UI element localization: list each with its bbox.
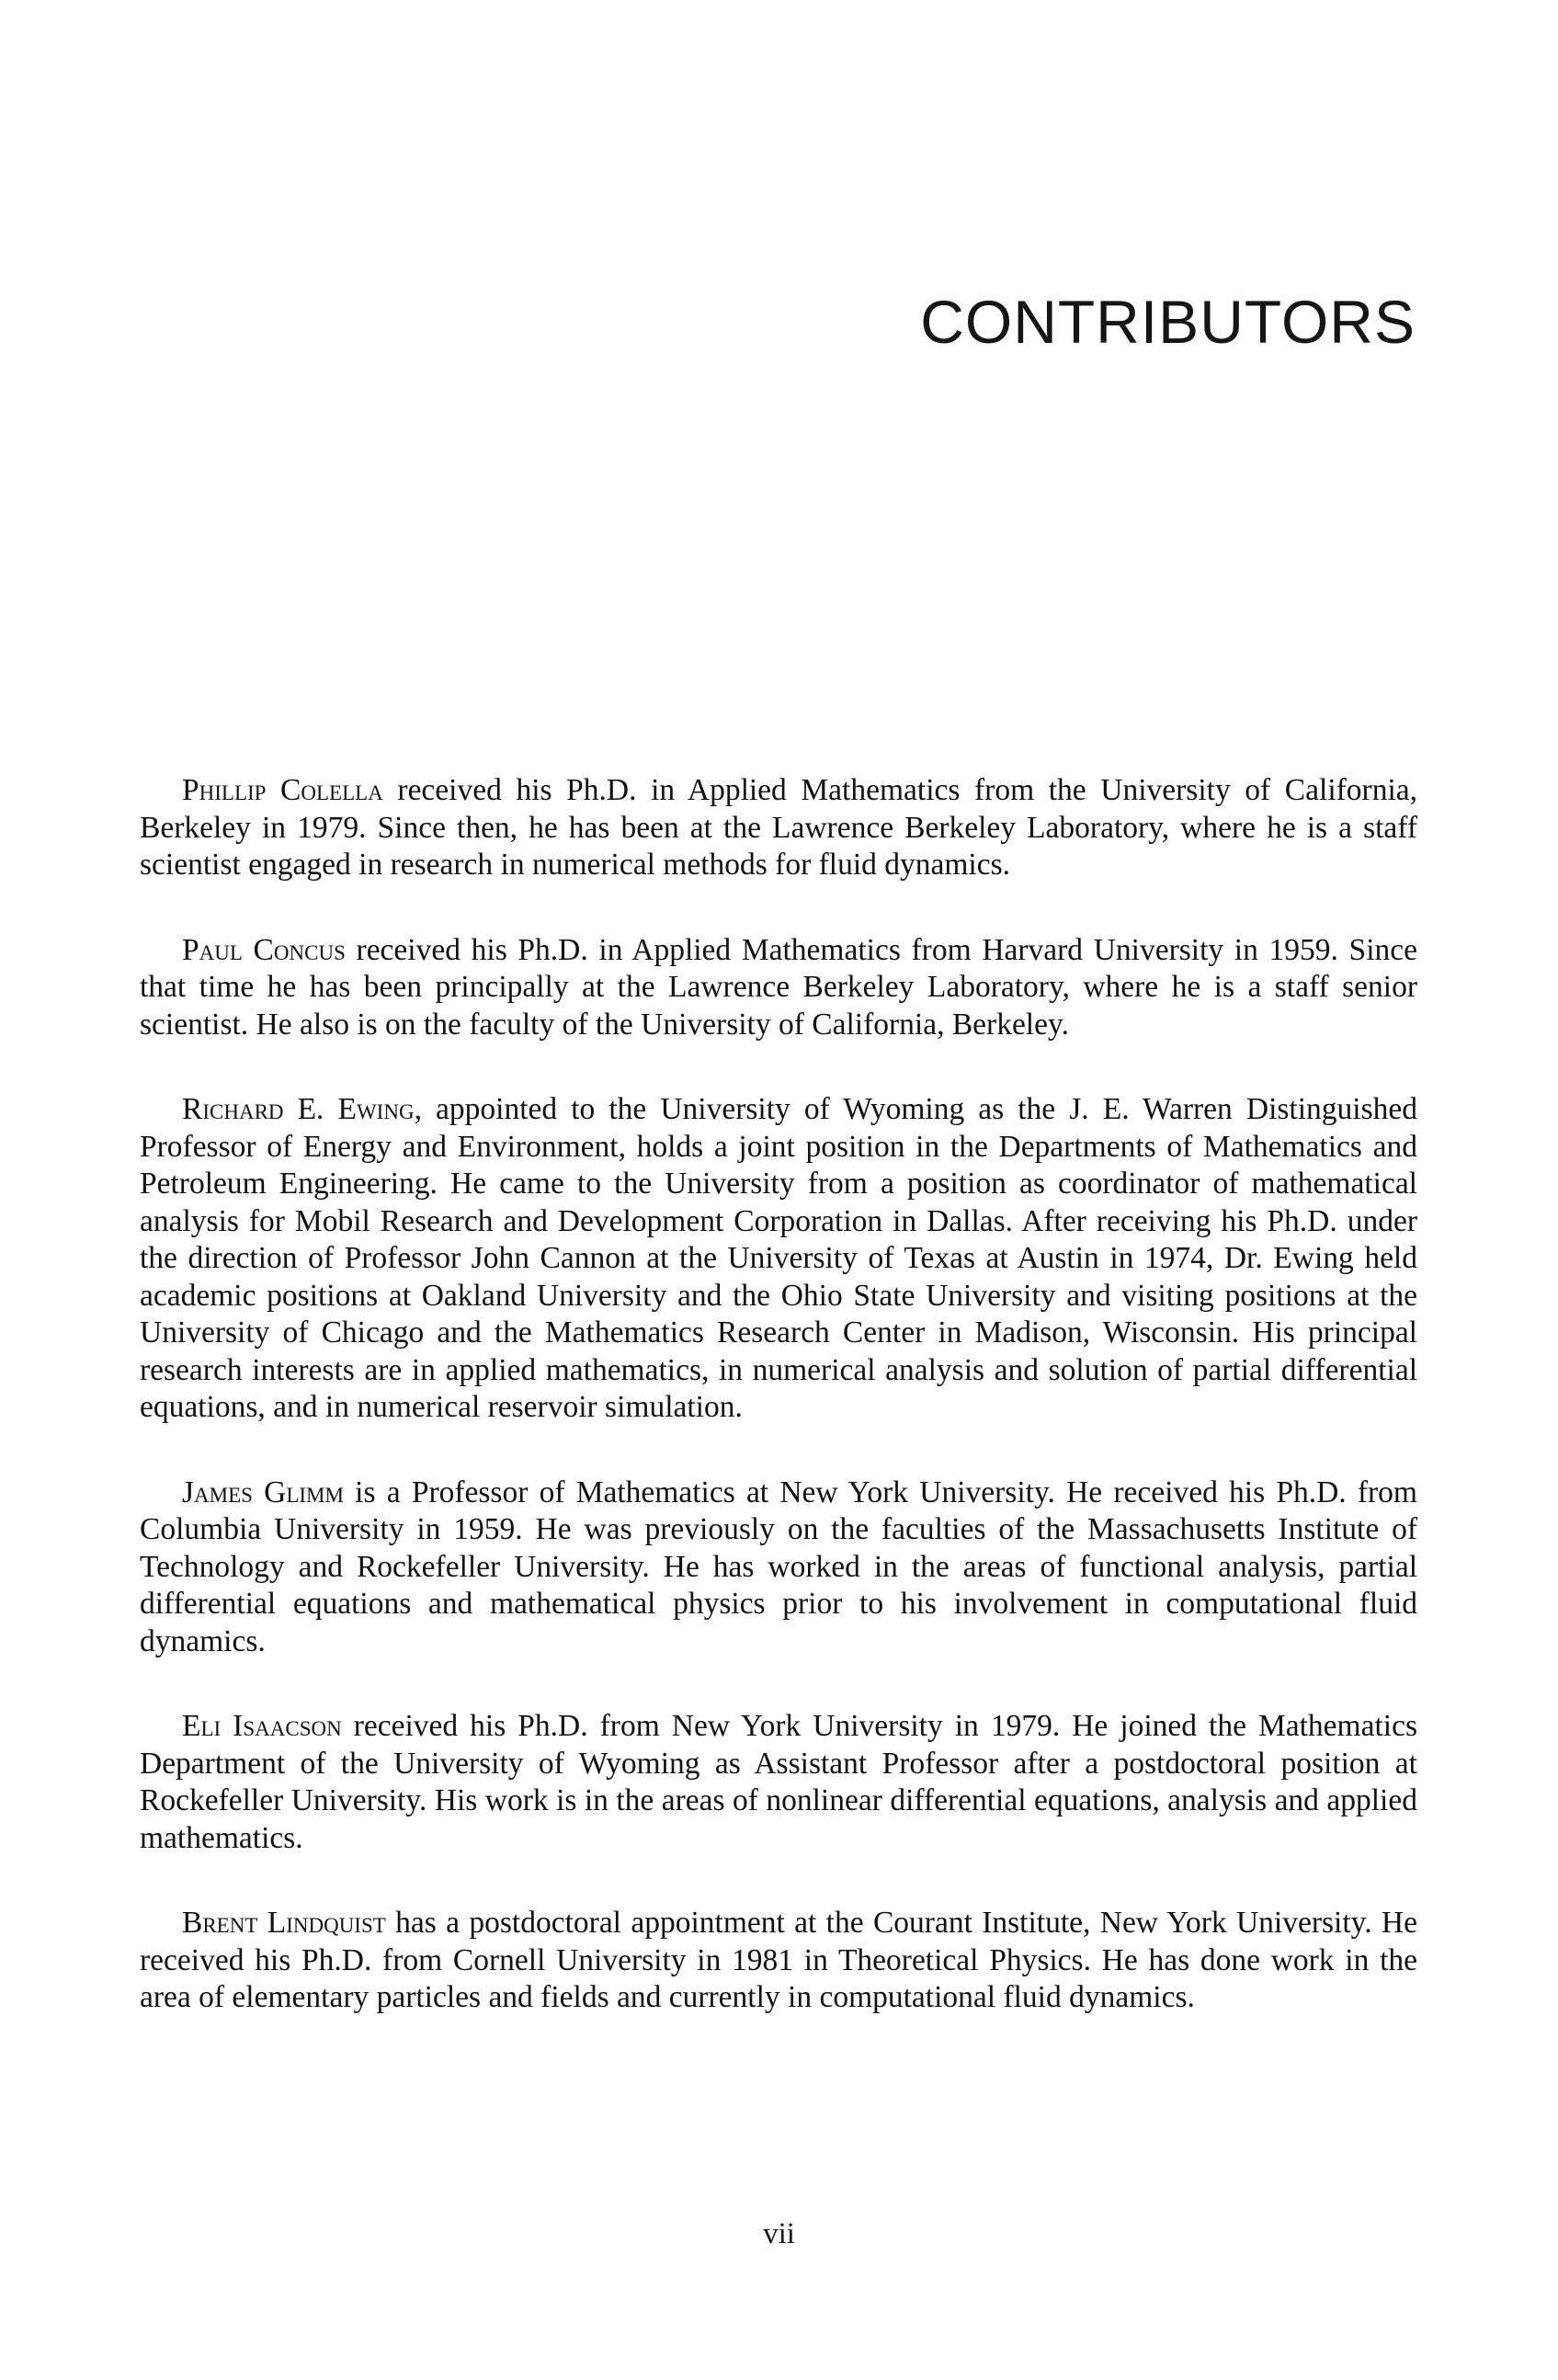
contributor-entry: [140, 1475, 1417, 1661]
contributor-entry: [140, 772, 1417, 884]
contributor-name: Eli Isaacson: [182, 1709, 342, 1743]
contributor-bio: received his Ph.D. in Applied Mathematics from Harvard University in 1959. Since that time he has been principally at the Lawrence Berkeley Laboratory, where he is a staff senior scientist. He also is on the faculty of the University of California, Berkeley.: [140, 932, 1417, 1042]
contributor-entry: [140, 932, 1417, 1044]
contributor-entry: [140, 1708, 1417, 1857]
contributor-entry: [140, 1905, 1417, 2017]
contributor-bio: , appointed to the University of Wyoming as the J. E. Warren Distinguished Professor of Energy and Environment, holds a joint position in the Departments of Mathematics and Petroleum Engineering. He came to the University from a position as coordinator of mathematical analysis for Mobil Research and Development Corporation in Dallas. After receiving his Ph.D. under the direction of Professor John Cannon at the University of Texas at Austin in 1974, Dr. Ewing held academic positions at Oakland University and the Ohio State University and visiting positions at the University of Chicago and the Mathematics Research Center in Madison, Wisconsin. His principal research interests are in applied mathematics, in numerical analysis and solution of partial differential equations, and in numerical reservoir simulation.: [140, 1092, 1417, 1424]
contributor-entry: [140, 1091, 1417, 1427]
page-number: vii: [763, 2217, 795, 2250]
contributor-bio: has a postdoctoral appointment at the Courant Institute, New York University. He received his Ph.D. from Cornell University in 1981 in Theoretical Physics. He has done work in the area of elementary particles and fields and currently in computational fluid dynamics.: [140, 1906, 1417, 2014]
contributor-bio: received his Ph.D. from New York University in 1979. He joined the Mathematics Department of the University of Wyoming as Assistant Professor after a postdoctoral position at Rockefeller University. His work is in the areas of nonlinear differential equations, analysis and applied mathematics.: [140, 1709, 1417, 1855]
contributor-name: Phillip Colella: [182, 773, 383, 807]
contributor-name: Paul Concus: [182, 932, 346, 967]
contributor-list: [140, 772, 1417, 2065]
contributor-bio: is a Professor of Mathematics at New York University. He received his Ph.D. from Columbia University in 1959. He was previously on the faculties of the Massachusetts Institute of Technology and Rockefeller University. He has worked in the areas of functional analysis, partial differential equations and mathematical physics prior to his involvement in computational fluid dynamics.: [140, 1475, 1417, 1658]
page-title: CONTRIBUTORS: [920, 288, 1416, 356]
contributor-bio: received his Ph.D. in Applied Mathematics from the University of California, Berkeley in 1979. Since then, he has been at the Lawrence Berkeley Laboratory, where he is a staff scientist engaged in research in numerical methods for fluid dynamics.: [140, 773, 1417, 882]
contributor-name: James Glimm: [182, 1475, 344, 1509]
contributor-name: Richard E. Ewing: [182, 1092, 415, 1126]
contributor-name: Brent Lindquist: [182, 1906, 386, 1940]
